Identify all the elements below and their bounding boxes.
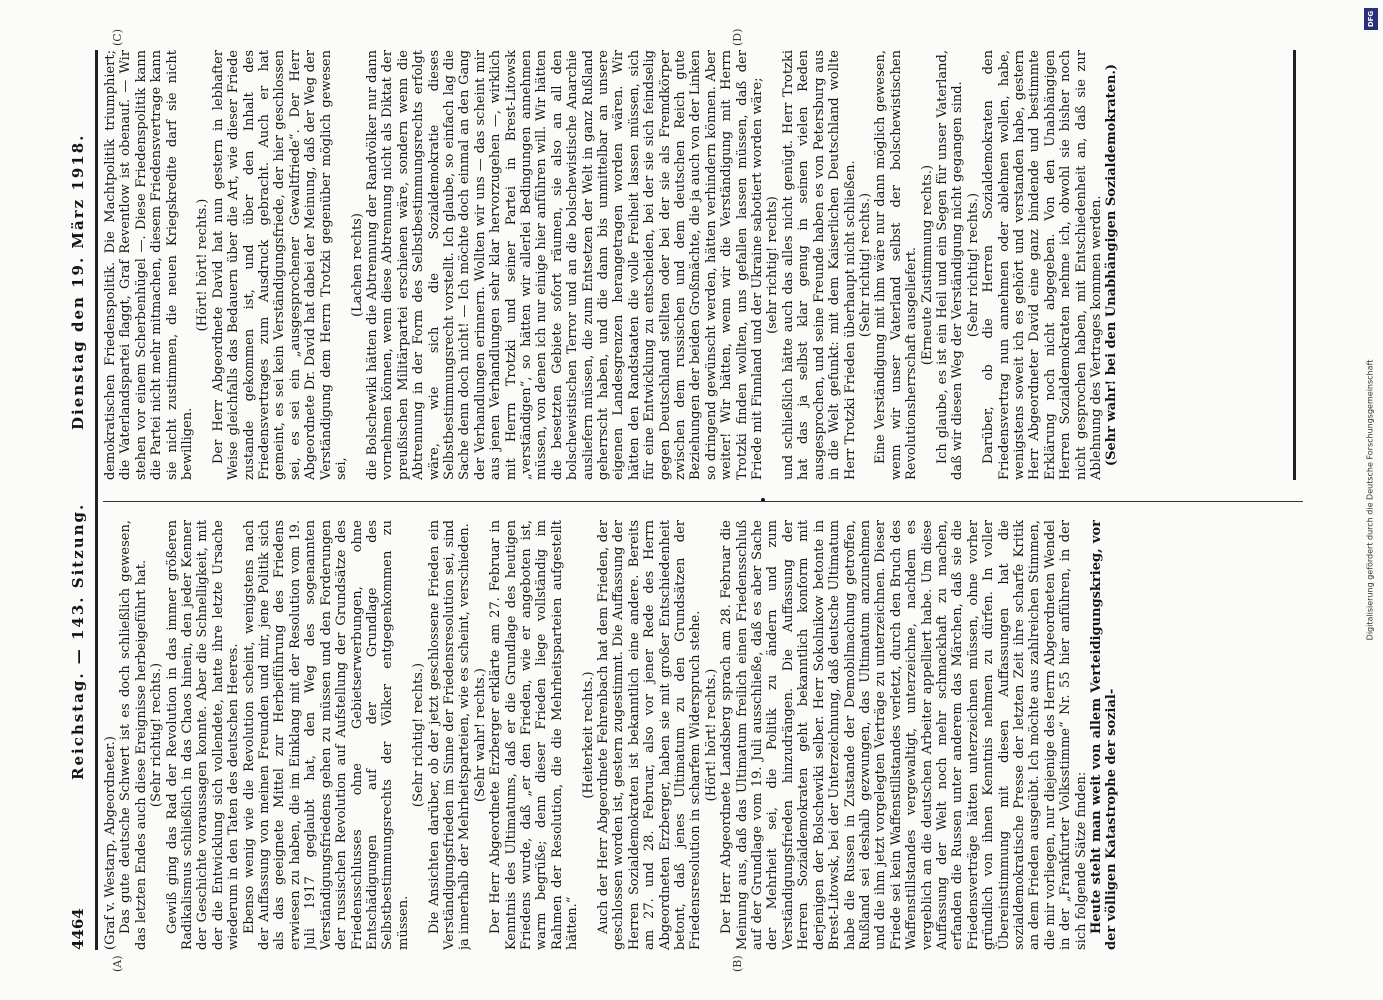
scanned-page — [41, 20, 1341, 980]
interjection: (Erneute Zustimmung rechts.) — [919, 164, 935, 366]
paragraph: Eine Verständigung mit ihm wäre nur dann möglich gewesen, wenn wir unser Vaterland selbst der bolschewistischen Revolutionsherrschaft ausgeliefert. — [873, 50, 920, 480]
paragraph: und schließlich hätte auch das alles nicht genügt. Herr Trotzki hat das ja selbst klar genug in seinen vielen Reden ausgesprochen, und seine Freunde haben es von Petersburg aus in die Welt gefunkt: mit dem Kaiserlichen Deutschland wollte Herr Trotzki Frieden überhaupt nicht schließen. — [780, 50, 858, 480]
margin-marker-d: (D) — [731, 28, 744, 46]
interjection: (Lachen rechts) — [349, 213, 365, 317]
interjection: (Hört! hört! rechts.) — [703, 668, 719, 802]
paragraph: demokratischen Friedenspolitik. Die Machtpolitik triumphiert; die Vaterlandspartei flaggt, Graf Reventlow ist obenauf. — Wir stehen vor einem Scherbenhügel —. Diese Friedenspolitik kann die Partei nicht mehr mitmachen, diesem Friedensvertrage kann sie nicht zustimmen, die neuen Kriegskredite darf sie nicht bewilligen. — [103, 50, 196, 480]
session-date: Dienstag den 19. März 1918. — [69, 133, 87, 430]
paragraph: Der Herr Abgeordnete Erzberger erklärte am 27. Februar in Kenntnis des Ultimatums, daß er die Grundlage des heutigen Friedens wurde, daß „er den Frieden, wie er angeboten ist, warm begrüße; denn dieser Frieden liege vollständig im Rahmen der Resolution, die die Mehrheitsparteien aufgestellt hätten.“ — [488, 520, 581, 950]
margin-marker-b: (B) — [731, 955, 744, 972]
margin-marker-a: (A) — [111, 955, 124, 972]
paragraph: Gewiß ging das Rad der Revolution in das immer größeren Radikalismus schließlich in das Chaos hinein, den jeder Kenner der Geschichte voraussagen konnte. Aber die Schnelligkeit, mit der die Entwicklung sich vollendete, hatte ihre letzte Ursache wiederum in den Taten des deutschen Heeres. — [164, 520, 242, 950]
interjection: (Sehr wahr! rechts.) — [472, 668, 488, 802]
right-column — [103, 50, 1303, 480]
paragraph: Der Herr Abgeordnete Landsberg sprach am 28. Februar die Meinung aus, daß das Ultimatum freilich einen Friedensschluß auf der Grundlage vom 19. Juli ausschließe, daß es aber Sache der Mehrheit sei, die Politik zu ändern und zum Verständigungsfrieden hinzudrängen. Die Auffassung der Herren Sozialdemokraten geht bekanntlich konform mit derjenigen der Bolschewiki selber. Herr Sokolnikow betonte in Brest-Litowsk, bei der Unterzeichnung, daß deutsche Ultimatum habe die Russen in Zustande der Demobilmachung getroffen, Rußland sei deshalb gezwungen, das Ultimatum anzunehmen und die ihm jetzt vorgelegten Verträge zu unterzeichnen. Dieser Friede sei kein Waffenstillstandes verletzt, durch den Bruch des Waffenstillstandes vergewaltigt, unterzeichne, nachdem es vergeblich an die deutschen Arbeiter appelliert habe. Um diese Auffassung der Welt noch mehr schmackhaft zu machen, erfanden die Russen unter anderem das Märchen, daß sie die Friedensverträge hätten unterzeichnen müssen, ohne vorher gründlich von ihnen Kenntnis nehmen zu dürfen. In voller Übereinstimmung mit diesen Auffassungen hat die sozialdemokratische Presse der letzten Zeit ihre scharfe Kritik an dem Frieden ausgeübt. Ich möchte aus zahlreichen Stimmen, die mir vorliegen, nur diejenige des Herrn Abgeordneten Wendel in der „Frankfurter Volksstimme“ Nr. 55 hier anführen, in der sich folgende Sätze finden: — [719, 520, 1089, 950]
interjection: (Hört! hört! rechts.) — [195, 198, 211, 332]
interjection: (Sehr wahr! bei den Unabhängigen Sozialdemokraten.) — [1104, 63, 1120, 467]
interjection: (sehr richtig! rechts) — [765, 196, 781, 334]
header-rule — [95, 50, 98, 950]
paragraph: Das gute deutsche Schwert ist es doch schließlich gewesen, das letzten Endes auch diese Ereignisse herbeigeführt hat. — [118, 520, 149, 950]
paragraph: die Bolschewiki hätten die Abtrennung der Randvölker nur dann vornehmen können, wenn diese Abtrennung nicht als Diktat der preußischen Militärpartei erschienen wäre, sondern wenn die Abtrennung in der Form des Selbstbestimmungsrechts erfolgt wäre, wie sich die Sozialdemokratie dieses Selbstbestimmungsrecht vorstellt. Ich glaube, so einfach lag die Sache denn doch nicht! — Ich möchte doch einmal an den Gang der Verhandlungen erinnern. Wollten wir uns — das scheint mir aus jenen Verhandlungen sehr klar hervorzugehen —, wirklich mit Herrn Trotzki und seiner Partei in Brest-Litowsk „verständigen“, so hätten wir allerlei Bedingungen annehmen müssen, von denen ich nur einige hier anführen will. Wir hätten die besetzten Gebiete sofort räumen, sie also an all den bolschewistischen Terror und an die bolschewistische Anarchie ausliefern müssen, die zum Entsetzen der Welt in ganz Rußland geherrscht haben, und die dann bis unmittelbar an unsere eigenen Landesgrenzen herangetragen worden wären. Wir hätten den Randstaaten die volle Freiheit lassen müssen, sich für eine Entwicklung zu entscheiden, bei der sie sich feindselig gegen Deutschland stellten oder bei der sie als Fremdkörper zwischen dem russischen und dem deutschen Reich gute Beziehungen der beiden Großmächte, die ja auch von der Linken so dringend gewünscht werden, hätten verhindern können. Aber weiter! Wir hätten, wenn wir die Verständigung mit Herrn Trotzki finden wollten, uns gefallen lassen müssen, daß der Friede mit Finnland und der Ukraine sabotiert worden wäre; — [364, 50, 766, 480]
interjection: (Heiterkeit rechts.) — [580, 671, 596, 799]
paragraph: Der Herr Abgeordnete David hat nun gestern in lebhafter Weise gleichfalls das Bedauern über die Art, wie dieser Friede zustande gekommen ist, und über den Inhalt des Friedensvertrages zum Ausdruck gebracht. Auch er hat gemeint, es sei kein Verständigungsfriede, der hier geschlossen sei, es sei ein „ausgesprochener Gewaltfriede“. Der Herr Abgeordnete Dr. David hat dabei der Meinung, daß der Weg der Verständigung dem Herrn Trotzki gegenüber möglich gewesen sei, — [210, 50, 350, 480]
column-divider — [103, 501, 1303, 502]
left-column — [103, 520, 1303, 950]
interjection: (Sehr richtig! rechts.) — [965, 192, 981, 338]
end-rule — [1293, 50, 1296, 480]
interjection: (Sehr richtig! rechts.) — [149, 662, 165, 808]
page-number: 4464 — [69, 908, 87, 950]
running-title: Reichstag. — 143. Sitzung. — [69, 502, 87, 780]
speaker-label: (Graf v. Westarp, Abgeordneter.) — [103, 736, 118, 950]
paragraph: Darüber, ob die Herren Sozialdemokraten den Friedensvertrag nun annehmen oder ablehnen wollen, habe, wenigstens soweit ich es gehört und verstanden habe, gestern Herr Abgeordneter David eine ganz bindende und bestimmte Erklärung noch nicht abgegeben. Von den Unabhängigen Herren Sozialdemokraten nehme ich, obwohl sie bisher noch nicht gesprochen haben, mit Entschiedenheit an, daß sie zur Ablehnung des Vertrages kommen werden. — [981, 50, 1104, 480]
dfg-logo: DFG — [1364, 8, 1378, 30]
interjection: (Sehr richtig! rechts.) — [411, 662, 427, 808]
paragraph: Auch der Herr Abgeordnete Fehrenbach hat dem Frieden, der geschlossen worden ist, gestern zugestimmt. Die Auffassung der Herren Sozialdemokraten ist bekanntlich eine andere. Bereits am 27. und 28. Februar, also vor jener Rede des Herrn Abgeordneten Erzberger, haben sie mit großer Entschiedenheit betont, daß jenes Ultimatum zu den Grundsätzen der Friedensresolution in scharfem Widerspruch stehe. — [596, 520, 704, 950]
paragraph: Ich glaube, es ist ein Heil und ein Segen für unser Vaterland, daß wir diesen Weg der Verständigung nicht gegangen sind. — [934, 50, 966, 480]
interjection: (Sehr richtig! rechts.) — [857, 192, 873, 338]
digitization-credit: Digitalisierung gefördert durch die Deutsche Forschungsgemeinschaft — [1365, 359, 1375, 641]
paragraph: Ebenso wenig wie die Revolution scheint, wenigstens nach der Auffassung von meinen Freunden und mir, jene Politik sich als das geeignete Mittel zur Herbeiführung des Friedens erwiesen zu haben, die im Einklang mit der Resolution vom 19. Juli 1917 geglaubt hat, den Weg des sogenannten Verständigungsfriedens gehen zu müssen und den Forderungen der russischen Revolution auf Aufstellung der Grundsätze des Friedensschlusses ohne Gebietserwerbungen, ohne Entschädigungen auf der Grundlage des Selbstbestimmungsrechts der Völker entgegenkommen zu müssen. — [241, 520, 411, 950]
margin-marker-c: (C) — [111, 29, 124, 46]
paragraph: Die Ansichten darüber, ob der jetzt geschlossene Frieden ein Verständigungsfrieden im Sinne der Friedensresolution sei, sind ja innerhalb der Mehrheitsparteien, wie es scheint, verschieden. — [426, 520, 473, 950]
page-header — [69, 50, 95, 950]
paragraph: Heute steht man weit von allem Verteidigungskrieg, vor der völligen Katastrophe der sozial- — [1089, 520, 1120, 950]
